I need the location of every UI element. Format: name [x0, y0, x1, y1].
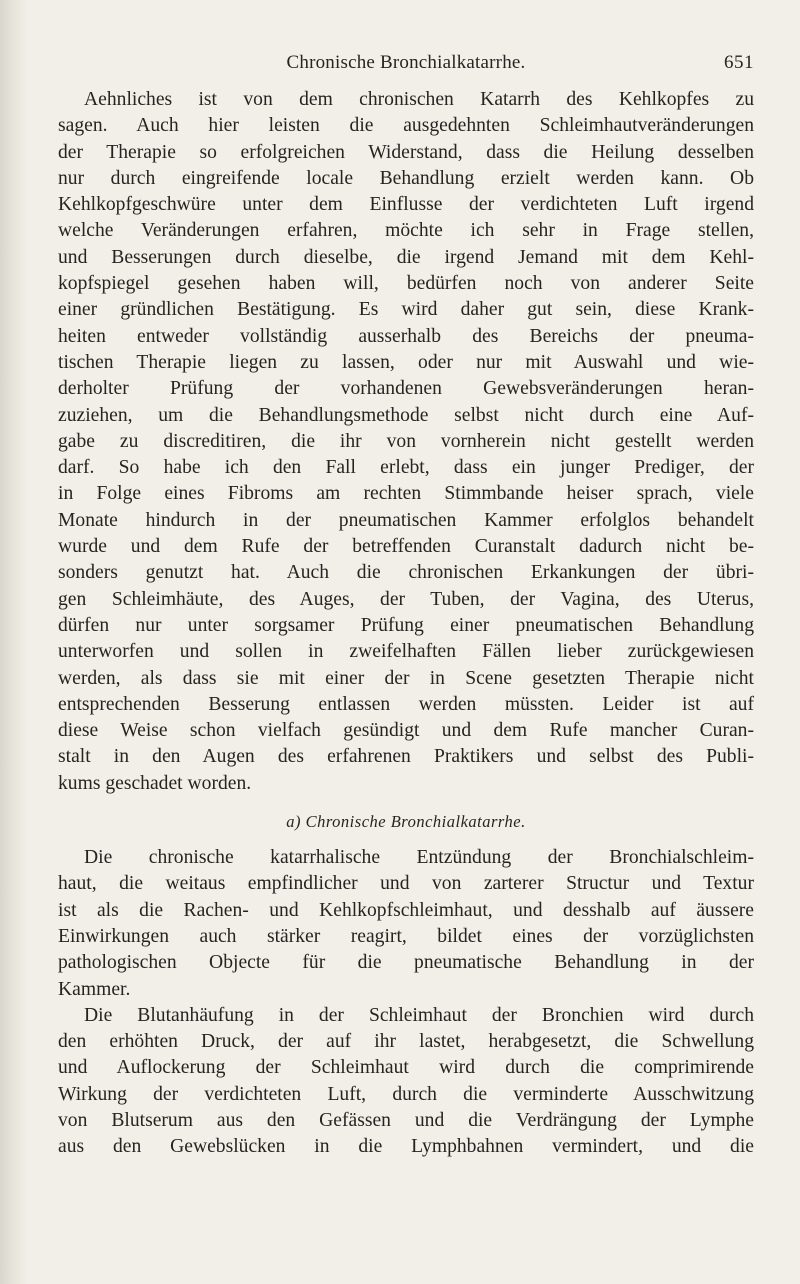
running-head	[58, 52, 754, 78]
paragraph-1	[58, 87, 754, 797]
body-text	[58, 87, 754, 1161]
text-line: nur durch eingreifende locale Behandlung erzielt werden kann. Ob	[58, 167, 754, 189]
text-line: sonders genutzt hat. Auch die chronischen Erkankungen der übri-	[58, 562, 754, 584]
text-line: und Auflockerung der Schleimhaut wird durch die comprimirende	[58, 1057, 754, 1079]
text-line: Die Blutanhäufung in der Schleimhaut der Bronchien wird durch	[84, 1004, 754, 1026]
text-line: sagen. Auch hier leisten die ausgedehnten Schleimhautveränderungen	[58, 115, 754, 137]
page-number: 651	[724, 52, 754, 73]
text-line: ist als die Rachen- und Kehlkopfschleimhaut, und desshalb auf äussere	[58, 899, 754, 921]
paragraph-2	[58, 845, 754, 1003]
text-line: unterworfen und sollen in zweifelhaften Fällen lieber zurückgewiesen	[58, 641, 754, 663]
text-line: zuziehen, um die Behandlungsmethode selbst nicht durch eine Auf-	[58, 404, 754, 426]
text-line: Monate hindurch in der pneumatischen Kammer erfolglos behandelt	[58, 509, 754, 531]
text-line: gen Schleimhäute, des Auges, der Tuben, der Vagina, des Uterus,	[58, 588, 754, 610]
section-heading: a) Chronische Bronchialkatarrhe.	[286, 812, 526, 832]
text-line: und Besserungen durch dieselbe, die irgend Jemand mit dem Kehl-	[58, 246, 754, 268]
text-line: einer gründlichen Bestätigung. Es wird daher gut sein, diese Krank-	[58, 299, 754, 321]
text-line: von Blutserum aus den Gefässen und die Verdrängung der Lymphe	[58, 1109, 754, 1131]
text-line: welche Veränderungen erfahren, möchte ich sehr in Frage stellen,	[58, 220, 754, 242]
text-line: den erhöhten Druck, der auf ihr lastet, herabgesetzt, die Schwellung	[58, 1031, 754, 1053]
text-line: Wirkung der verdichteten Luft, durch die verminderte Ausschwitzung	[58, 1083, 754, 1105]
text-line: in Folge eines Fibroms am rechten Stimmbande heiser sprach, viele	[58, 483, 754, 505]
text-line: Einwirkungen auch stärker reagirt, bildet eines der vorzüglichsten	[58, 925, 754, 947]
paragraph-3	[58, 1003, 754, 1161]
text-line: gabe zu discreditiren, die ihr von vornherein nicht gestellt werden	[58, 430, 754, 452]
text-line: dürfen nur unter sorgsamer Prüfung einer pneumatischen Behandlung	[58, 614, 754, 636]
text-line: wurde und dem Rufe der betreffenden Curanstalt dadurch nicht be-	[58, 536, 754, 558]
text-line: heiten entweder vollständig ausserhalb des Bereichs der pneuma-	[58, 325, 754, 347]
text-line: Kammer.	[58, 978, 131, 1000]
text-line: kopfspiegel gesehen haben will, bedürfen noch von anderer Seite	[58, 273, 754, 295]
running-title: Chronische Bronchialkatarrhe.	[286, 52, 526, 73]
text-line: der Therapie so erfolgreichen Widerstand, dass die Heilung desselben	[58, 141, 754, 163]
text-line: Aehnliches ist von dem chronischen Katarrh des Kehlkopfes zu	[84, 89, 754, 110]
text-line: kums geschadet worden.	[58, 772, 252, 794]
text-line: Die chronische katarrhalische Entzündung der Bronchialschleim-	[84, 847, 754, 869]
text-line: stalt in den Augen des erfahrenen Praktikers und selbst des Publi-	[58, 746, 754, 768]
text-line: diese Weise schon vielfach gesündigt und dem Rufe mancher Curan-	[58, 720, 754, 742]
text-line: derholter Prüfung der vorhandenen Gewebsveränderungen heran-	[58, 378, 754, 400]
text-line: aus den Gewebslücken in die Lymphbahnen vermindert, und die	[58, 1136, 754, 1158]
text-line: haut, die weitaus empfindlicher und von zarterer Structur und Textur	[58, 873, 754, 895]
text-line: entsprechenden Besserung entlassen werden müssten. Leider ist auf	[58, 693, 754, 715]
text-line: darf. So habe ich den Fall erlebt, dass ein junger Prediger, der	[58, 457, 754, 479]
text-line: tischen Therapie liegen zu lassen, oder nur mit Auswahl und wie-	[58, 351, 754, 373]
text-line: werden, als dass sie mit einer der in Scene gesetzten Therapie nicht	[58, 667, 754, 689]
text-line: Kehlkopfgeschwüre unter dem Einflusse der verdichteten Luft irgend	[58, 194, 754, 216]
text-line: pathologischen Objecte für die pneumatische Behandlung in der	[58, 952, 754, 974]
